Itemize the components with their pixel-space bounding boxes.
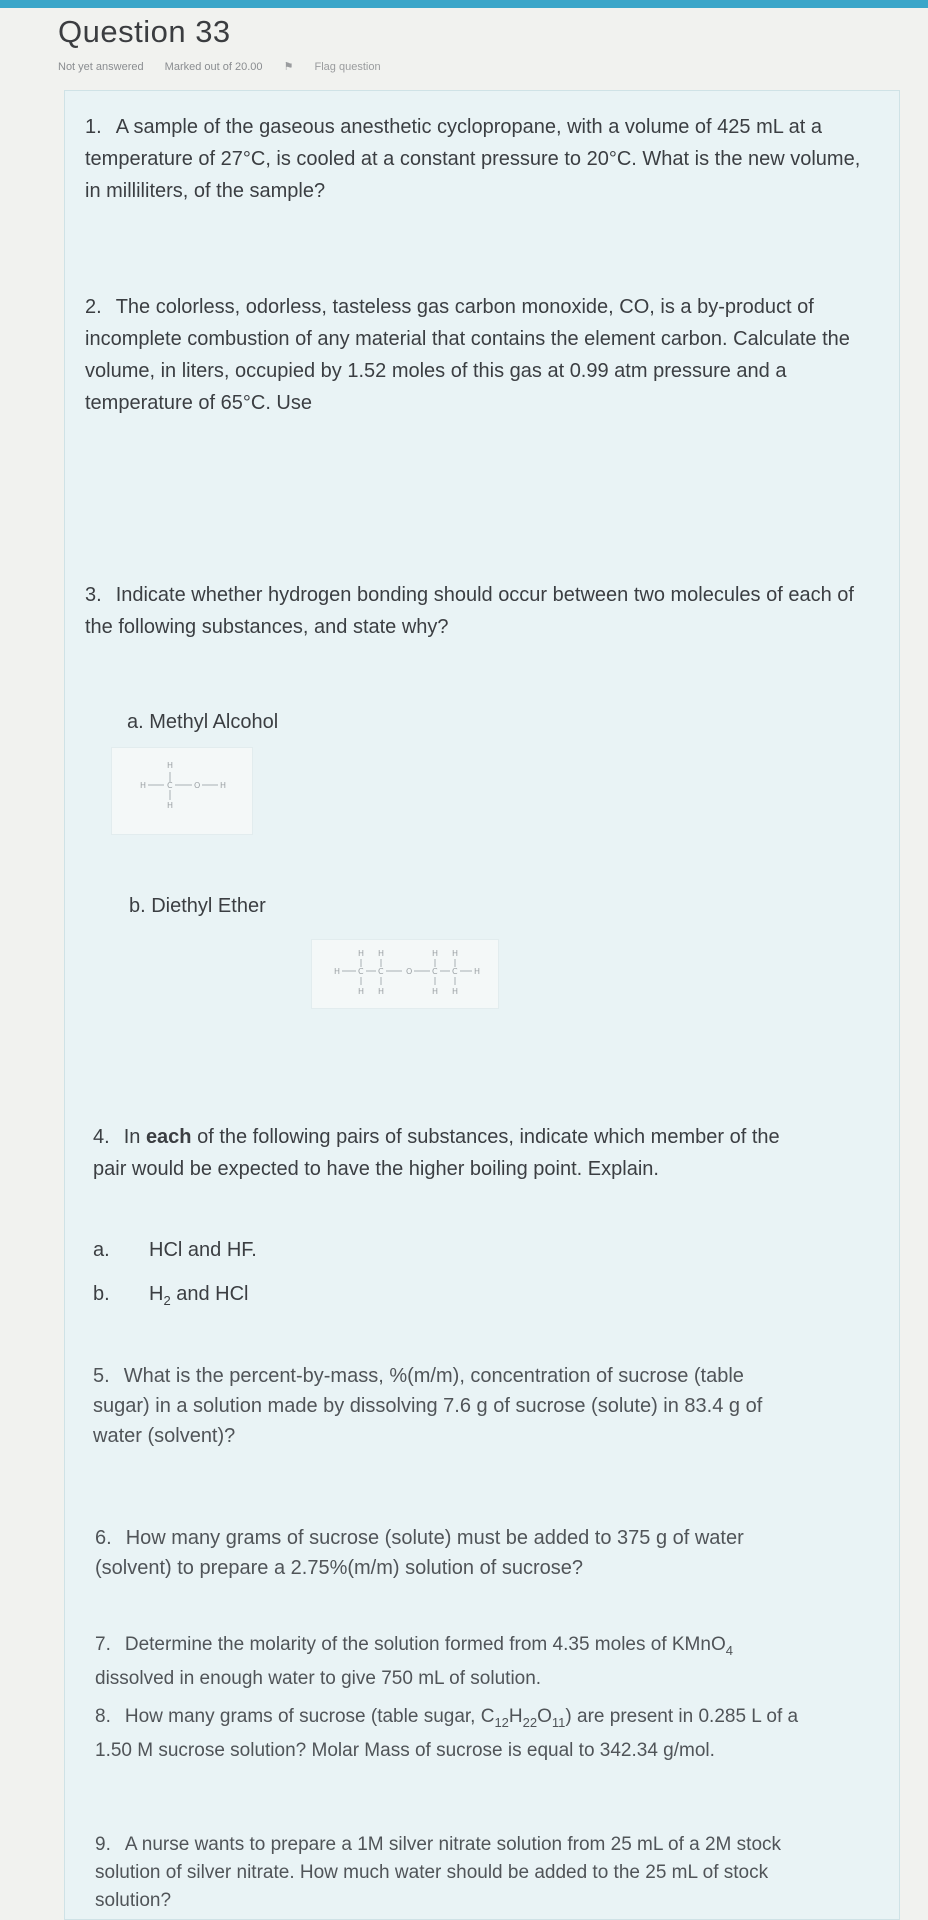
question-4: 4. In each of the following pairs of substances, indicate which member of the pair would be expected to have the higher boiling point. Explain. <box>93 1126 780 1180</box>
svg-text:H: H <box>167 761 174 770</box>
svg-text:H: H <box>432 987 439 996</box>
svg-text:H: H <box>432 949 439 958</box>
question-9: 9. A nurse wants to prepare a 1M silver nitrate solution from 25 mL of a 2M stock solution of silver nitrate. How much water should be added to the 25 mL of stock solution? <box>95 1834 782 1911</box>
svg-text:H: H <box>474 967 481 976</box>
svg-text:H: H <box>378 949 385 958</box>
question-7: 7. Determine the molarity of the solution formed from 4.35 moles of KMnO$_4$ dissolved in enough water to give 750 mL of solution. <box>95 1634 733 1689</box>
question-text-panel <box>64 90 900 1920</box>
answer-status: Not yet answered <box>58 61 144 73</box>
svg-text:C: C <box>378 967 384 976</box>
svg-text:C: C <box>358 967 364 976</box>
svg-text:H: H <box>334 967 341 976</box>
svg-text:H: H <box>220 781 227 790</box>
question-6: 6. How many grams of sucrose (solute) must be added to 375 g of water (solvent) to prepare a 2.75%(m/m) solution of sucrose? <box>95 1527 744 1579</box>
question-meta <box>58 60 898 73</box>
svg-text:H: H <box>167 801 174 810</box>
svg-text:O: O <box>194 781 201 790</box>
svg-text:H: H <box>140 781 147 790</box>
svg-text:H: H <box>358 987 365 996</box>
question-3: 3. Indicate whether hydrogen bonding should occur between two molecules of each of the following substances, and state why? <box>85 584 854 638</box>
svg-text:H: H <box>452 949 459 958</box>
question-1: 1. A sample of the gaseous anesthetic cyclopropane, with a volume of 425 mL at a temperature of 27°C, is cooled at a constant pressure to 20°C. What is the new volume, in milliliters, of the sample? <box>85 116 861 202</box>
svg-text:C: C <box>167 781 173 790</box>
svg-text:C: C <box>432 967 438 976</box>
svg-text:O: O <box>406 967 413 976</box>
svg-text:H: H <box>358 949 365 958</box>
top-accent-bar <box>0 0 928 8</box>
question-8: 8. How many grams of sucrose (table sugar, $C_{12}H_{22}O_{11}$) are present in 0.285 L of a 1.50 M sucrose solution? Molar Mass of sucrose is equal to 342.34 g/mol. <box>95 1706 799 1761</box>
question-2: 2. The colorless, odorless, tasteless gas carbon monoxide, CO, is a by-product of incomplete combustion of any material that contains the element carbon. Calculate the volume, in liters, occupied by 1.52 moles of this gas at 0.99 atm pressure and a temperature of 65°C. Use <box>85 296 850 414</box>
question-header <box>58 14 898 73</box>
flag-question-link[interactable] <box>284 61 399 73</box>
question-title: Question 33 <box>58 14 231 49</box>
question-5: 5. What is the percent-by-mass, %(m/m), concentration of sucrose (table sugar) in a solution made by dissolving 7.6 g of sucrose (solute) in 83.4 g of water (solvent)? <box>93 1365 763 1447</box>
svg-text:C: C <box>452 967 458 976</box>
marks-info: Marked out of 20.00 <box>164 61 263 73</box>
question-4a: a. HCl and HF. <box>93 1239 257 1261</box>
flag-question-label: Flag question <box>314 61 381 73</box>
svg-text:H: H <box>452 987 459 996</box>
diethyl-ether-structure <box>311 939 499 1009</box>
diethyl-ether-label: b. Diethyl Ether <box>129 895 266 917</box>
svg-text:H: H <box>378 987 385 996</box>
methyl-alcohol-label: a. Methyl Alcohol <box>127 711 279 733</box>
flag-icon: ⚑ <box>283 61 294 73</box>
question-4b: b. $H_2$ and HCl <box>93 1283 249 1308</box>
methyl-alcohol-structure <box>111 747 253 835</box>
